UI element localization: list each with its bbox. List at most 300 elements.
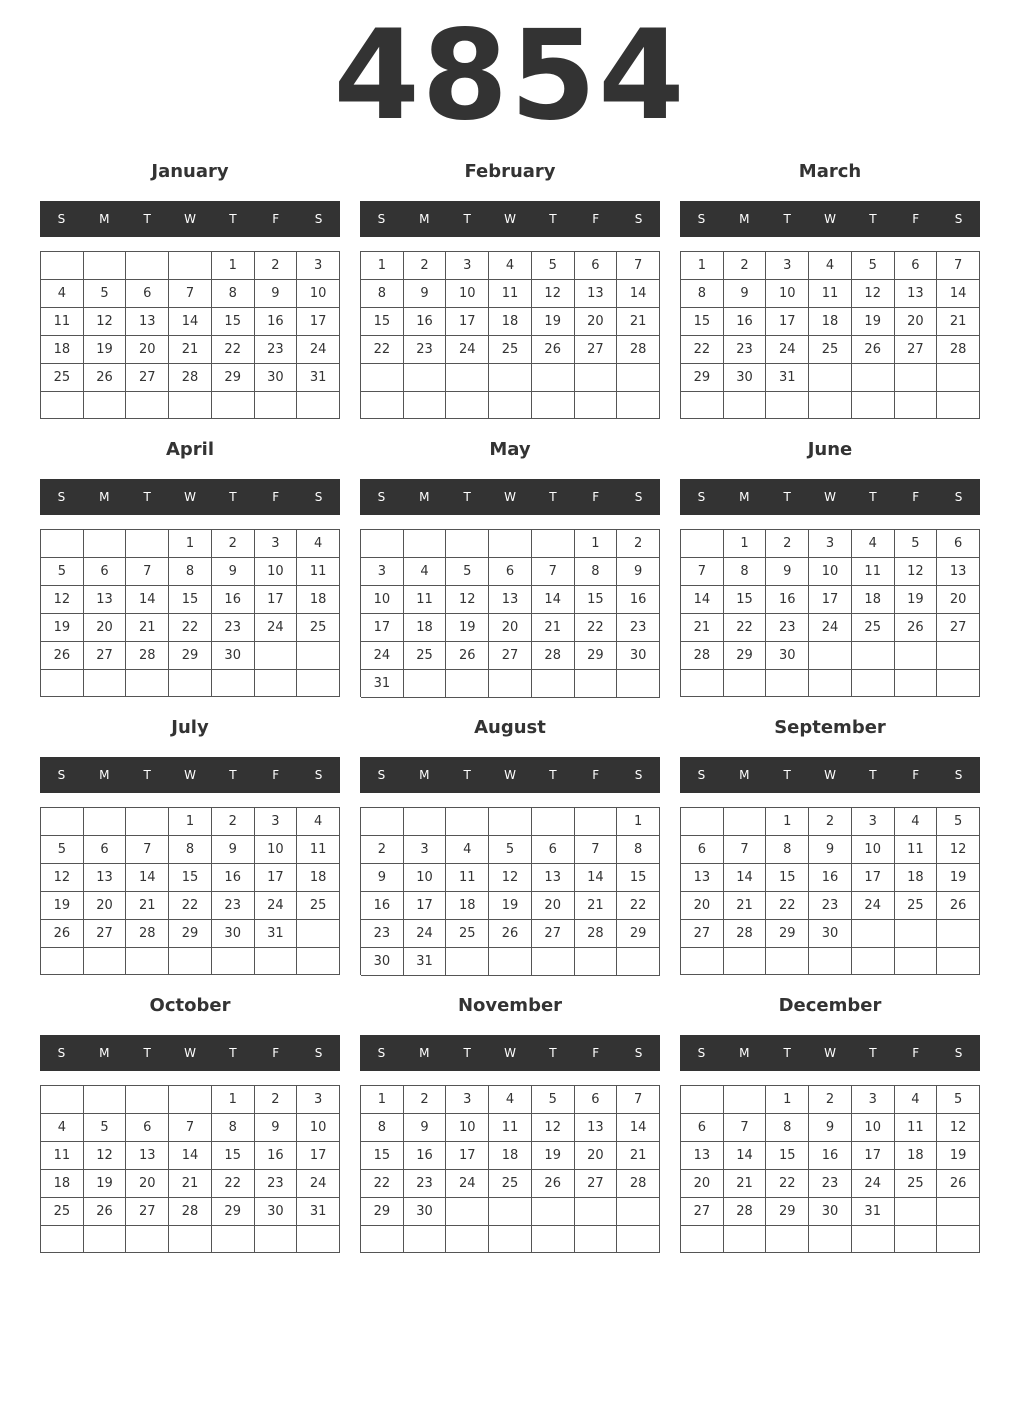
day-cell: 7 xyxy=(617,1086,660,1114)
weekday-header xyxy=(360,201,660,237)
empty-day-cell xyxy=(852,920,895,948)
day-cell: 10 xyxy=(446,1114,489,1142)
empty-day-cell xyxy=(489,1198,532,1226)
day-cell: 14 xyxy=(126,864,169,892)
day-cell: 19 xyxy=(895,586,938,614)
day-cell: 2 xyxy=(212,530,255,558)
day-cell: 12 xyxy=(489,864,532,892)
day-cell: 21 xyxy=(937,308,980,336)
day-cell: 29 xyxy=(681,364,724,392)
empty-day-cell xyxy=(937,392,980,419)
weekday-label: S xyxy=(314,768,323,782)
day-cell: 17 xyxy=(852,1142,895,1170)
empty-day-cell xyxy=(255,392,298,419)
weekday-header xyxy=(40,1035,340,1071)
empty-day-cell xyxy=(126,808,169,836)
day-cell: 16 xyxy=(766,586,809,614)
weekday-label: W xyxy=(824,490,836,504)
day-cell: 28 xyxy=(617,1170,660,1198)
day-cell: 22 xyxy=(766,892,809,920)
empty-day-cell xyxy=(489,1226,532,1253)
day-cell: 8 xyxy=(724,558,767,586)
day-cell: 17 xyxy=(255,864,298,892)
weekday-label: W xyxy=(824,1046,836,1060)
day-cell: 21 xyxy=(126,614,169,642)
day-cell: 29 xyxy=(766,920,809,948)
day-cell: 10 xyxy=(809,558,852,586)
weekday-label: F xyxy=(592,768,600,782)
day-cell: 30 xyxy=(766,642,809,670)
day-cell: 16 xyxy=(255,308,298,336)
day-cell: 29 xyxy=(169,920,212,948)
day-cell: 5 xyxy=(84,280,127,308)
day-cell: 10 xyxy=(255,558,298,586)
empty-day-cell xyxy=(126,392,169,419)
day-cell: 26 xyxy=(489,920,532,948)
day-cell: 25 xyxy=(404,642,447,670)
day-cell: 23 xyxy=(766,614,809,642)
day-cell: 6 xyxy=(937,530,980,558)
weekday-label: S xyxy=(697,490,706,504)
day-cell: 30 xyxy=(724,364,767,392)
weekday-label: T xyxy=(869,212,877,226)
day-cell: 9 xyxy=(809,1114,852,1142)
day-cell: 24 xyxy=(809,614,852,642)
day-cell: 4 xyxy=(809,252,852,280)
weekday-header xyxy=(360,757,660,793)
day-cell: 16 xyxy=(212,864,255,892)
empty-day-cell xyxy=(404,808,447,836)
day-cell: 14 xyxy=(575,864,618,892)
weekday-label: T xyxy=(869,1046,877,1060)
day-cell: 11 xyxy=(297,558,340,586)
day-cell: 7 xyxy=(617,252,660,280)
empty-day-cell xyxy=(809,392,852,419)
day-cell: 2 xyxy=(766,530,809,558)
day-cell: 2 xyxy=(255,1086,298,1114)
day-cell: 18 xyxy=(41,1170,84,1198)
day-cell: 17 xyxy=(404,892,447,920)
weekday-label: S xyxy=(377,1046,386,1060)
day-cell: 11 xyxy=(895,1114,938,1142)
day-cell: 5 xyxy=(41,836,84,864)
day-cell: 12 xyxy=(937,836,980,864)
weekday-label: M xyxy=(419,768,430,782)
weekday-label: M xyxy=(419,1046,430,1060)
day-cell: 22 xyxy=(361,336,404,364)
empty-day-cell xyxy=(895,1198,938,1226)
day-grid xyxy=(680,529,980,697)
day-cell: 20 xyxy=(895,308,938,336)
day-cell: 15 xyxy=(212,308,255,336)
day-cell: 17 xyxy=(361,614,404,642)
day-cell: 24 xyxy=(361,642,404,670)
empty-day-cell xyxy=(361,1226,404,1253)
day-cell: 24 xyxy=(852,1170,895,1198)
weekday-label: T xyxy=(549,1046,557,1060)
empty-day-cell xyxy=(404,1226,447,1253)
empty-day-cell xyxy=(297,642,340,670)
day-cell: 4 xyxy=(852,530,895,558)
empty-day-cell xyxy=(126,1086,169,1114)
day-cell: 31 xyxy=(255,920,298,948)
day-cell: 9 xyxy=(766,558,809,586)
day-cell: 18 xyxy=(895,864,938,892)
day-cell: 27 xyxy=(84,642,127,670)
day-cell: 28 xyxy=(532,642,575,670)
day-cell: 27 xyxy=(84,920,127,948)
day-grid xyxy=(40,807,340,975)
empty-day-cell xyxy=(766,948,809,975)
weekday-header xyxy=(680,479,980,515)
empty-day-cell xyxy=(404,530,447,558)
day-cell: 21 xyxy=(617,1142,660,1170)
empty-day-cell xyxy=(169,1226,212,1253)
weekday-label: M xyxy=(419,490,430,504)
day-cell: 23 xyxy=(361,920,404,948)
day-cell: 23 xyxy=(212,892,255,920)
weekday-label: M xyxy=(739,768,750,782)
day-cell: 29 xyxy=(169,642,212,670)
day-cell: 9 xyxy=(724,280,767,308)
day-cell: 18 xyxy=(895,1142,938,1170)
day-cell: 20 xyxy=(575,1142,618,1170)
day-cell: 18 xyxy=(489,308,532,336)
day-cell: 5 xyxy=(489,836,532,864)
empty-day-cell xyxy=(361,808,404,836)
day-cell: 1 xyxy=(575,530,618,558)
empty-day-cell xyxy=(126,1226,169,1253)
day-cell: 19 xyxy=(532,1142,575,1170)
day-cell: 15 xyxy=(617,864,660,892)
day-cell: 19 xyxy=(41,614,84,642)
empty-day-cell xyxy=(446,530,489,558)
day-cell: 3 xyxy=(255,808,298,836)
empty-day-cell xyxy=(852,642,895,670)
empty-day-cell xyxy=(575,392,618,420)
day-cell: 3 xyxy=(361,558,404,586)
day-cell: 15 xyxy=(169,586,212,614)
weekday-label: T xyxy=(869,490,877,504)
empty-day-cell xyxy=(446,670,489,698)
day-cell: 20 xyxy=(489,614,532,642)
day-cell: 21 xyxy=(617,308,660,336)
day-cell: 6 xyxy=(681,1114,724,1142)
day-grid xyxy=(680,807,980,975)
empty-day-cell xyxy=(489,948,532,976)
day-cell: 3 xyxy=(404,836,447,864)
empty-day-cell xyxy=(895,920,938,948)
day-cell: 14 xyxy=(169,308,212,336)
empty-day-cell xyxy=(84,530,127,558)
day-cell: 20 xyxy=(681,1170,724,1198)
empty-day-cell xyxy=(446,1198,489,1226)
weekday-label: W xyxy=(184,1046,196,1060)
day-cell: 4 xyxy=(297,808,340,836)
day-cell: 7 xyxy=(681,558,724,586)
day-cell: 25 xyxy=(489,1170,532,1198)
day-cell: 18 xyxy=(446,892,489,920)
empty-day-cell xyxy=(126,252,169,280)
day-cell: 30 xyxy=(404,1198,447,1226)
day-cell: 6 xyxy=(681,836,724,864)
day-cell: 1 xyxy=(617,808,660,836)
day-cell: 19 xyxy=(937,864,980,892)
empty-day-cell xyxy=(575,364,618,392)
day-cell: 22 xyxy=(766,1170,809,1198)
day-cell: 1 xyxy=(169,530,212,558)
weekday-label: S xyxy=(954,490,963,504)
weekday-header xyxy=(360,1035,660,1071)
day-cell: 14 xyxy=(937,280,980,308)
empty-day-cell xyxy=(724,1086,767,1114)
empty-day-cell xyxy=(446,364,489,392)
day-cell: 13 xyxy=(681,1142,724,1170)
day-cell: 12 xyxy=(446,586,489,614)
day-cell: 4 xyxy=(895,808,938,836)
empty-day-cell xyxy=(852,670,895,697)
day-cell: 20 xyxy=(575,308,618,336)
weekday-label: S xyxy=(377,490,386,504)
day-cell: 27 xyxy=(895,336,938,364)
day-cell: 1 xyxy=(724,530,767,558)
day-cell: 8 xyxy=(617,836,660,864)
day-cell: 24 xyxy=(297,336,340,364)
empty-day-cell xyxy=(809,364,852,392)
weekday-label: M xyxy=(739,490,750,504)
day-cell: 21 xyxy=(681,614,724,642)
empty-day-cell xyxy=(724,670,767,697)
day-cell: 2 xyxy=(361,836,404,864)
month-name: October xyxy=(149,995,231,1016)
day-cell: 13 xyxy=(126,308,169,336)
day-cell: 15 xyxy=(361,308,404,336)
weekday-label: T xyxy=(143,768,151,782)
weekday-label: W xyxy=(824,768,836,782)
day-cell: 8 xyxy=(766,1114,809,1142)
empty-day-cell xyxy=(724,808,767,836)
weekday-label: S xyxy=(634,490,643,504)
day-cell: 25 xyxy=(446,920,489,948)
day-cell: 1 xyxy=(766,808,809,836)
weekday-header xyxy=(40,201,340,237)
weekday-label: T xyxy=(229,768,237,782)
day-cell: 5 xyxy=(532,252,575,280)
empty-day-cell xyxy=(937,642,980,670)
empty-day-cell xyxy=(41,948,84,975)
day-cell: 19 xyxy=(84,336,127,364)
empty-day-cell xyxy=(84,948,127,975)
day-cell: 17 xyxy=(446,1142,489,1170)
weekday-label: S xyxy=(377,768,386,782)
day-cell: 5 xyxy=(84,1114,127,1142)
empty-day-cell xyxy=(681,1226,724,1253)
empty-day-cell xyxy=(575,1198,618,1226)
day-cell: 22 xyxy=(724,614,767,642)
day-cell: 26 xyxy=(446,642,489,670)
empty-day-cell xyxy=(446,1226,489,1253)
month-name: September xyxy=(774,717,886,738)
day-cell: 29 xyxy=(361,1198,404,1226)
day-cell: 8 xyxy=(766,836,809,864)
day-cell: 23 xyxy=(724,336,767,364)
day-cell: 8 xyxy=(681,280,724,308)
day-cell: 27 xyxy=(681,1198,724,1226)
day-cell: 30 xyxy=(255,1198,298,1226)
day-cell: 24 xyxy=(446,1170,489,1198)
day-cell: 5 xyxy=(895,530,938,558)
month-name: November xyxy=(457,995,563,1016)
weekday-label: F xyxy=(272,768,280,782)
day-cell: 3 xyxy=(297,1086,340,1114)
day-cell: 31 xyxy=(297,364,340,392)
day-cell: 18 xyxy=(297,864,340,892)
weekday-label: S xyxy=(314,212,323,226)
empty-day-cell xyxy=(169,948,212,975)
day-cell: 23 xyxy=(809,892,852,920)
day-cell: 20 xyxy=(532,892,575,920)
weekday-header xyxy=(680,757,980,793)
day-cell: 2 xyxy=(212,808,255,836)
day-cell: 17 xyxy=(297,308,340,336)
day-cell: 11 xyxy=(852,558,895,586)
weekday-label: M xyxy=(419,212,430,226)
day-cell: 27 xyxy=(489,642,532,670)
day-cell: 16 xyxy=(724,308,767,336)
day-cell: 24 xyxy=(766,336,809,364)
weekday-label: F xyxy=(592,490,600,504)
empty-day-cell xyxy=(532,670,575,698)
day-cell: 13 xyxy=(532,864,575,892)
day-cell: 16 xyxy=(361,892,404,920)
weekday-label: T xyxy=(229,212,237,226)
day-cell: 7 xyxy=(724,836,767,864)
day-cell: 18 xyxy=(809,308,852,336)
day-cell: 12 xyxy=(895,558,938,586)
empty-day-cell xyxy=(84,392,127,419)
day-cell: 30 xyxy=(809,1198,852,1226)
day-cell: 7 xyxy=(169,280,212,308)
day-cell: 18 xyxy=(404,614,447,642)
day-cell: 2 xyxy=(809,808,852,836)
day-cell: 22 xyxy=(169,614,212,642)
empty-day-cell xyxy=(681,948,724,975)
empty-day-cell xyxy=(852,364,895,392)
day-cell: 10 xyxy=(852,836,895,864)
day-cell: 27 xyxy=(575,336,618,364)
empty-day-cell xyxy=(575,808,618,836)
day-cell: 24 xyxy=(404,920,447,948)
day-cell: 2 xyxy=(404,1086,447,1114)
empty-day-cell xyxy=(809,1226,852,1253)
day-cell: 24 xyxy=(255,614,298,642)
day-cell: 10 xyxy=(446,280,489,308)
day-cell: 8 xyxy=(361,1114,404,1142)
day-cell: 12 xyxy=(84,1142,127,1170)
empty-day-cell xyxy=(617,670,660,698)
weekday-label: T xyxy=(143,212,151,226)
day-cell: 26 xyxy=(895,614,938,642)
day-cell: 20 xyxy=(937,586,980,614)
day-cell: 25 xyxy=(489,336,532,364)
day-cell: 21 xyxy=(724,892,767,920)
empty-day-cell xyxy=(84,1226,127,1253)
day-cell: 26 xyxy=(937,1170,980,1198)
day-cell: 21 xyxy=(532,614,575,642)
day-cell: 17 xyxy=(446,308,489,336)
day-cell: 17 xyxy=(255,586,298,614)
day-cell: 18 xyxy=(489,1142,532,1170)
day-cell: 28 xyxy=(681,642,724,670)
day-cell: 26 xyxy=(41,920,84,948)
empty-day-cell xyxy=(852,1226,895,1253)
day-cell: 18 xyxy=(41,336,84,364)
month-name: February xyxy=(464,161,556,182)
empty-day-cell xyxy=(532,530,575,558)
day-cell: 28 xyxy=(575,920,618,948)
day-cell: 22 xyxy=(361,1170,404,1198)
day-cell: 1 xyxy=(361,252,404,280)
weekday-header xyxy=(40,479,340,515)
day-cell: 5 xyxy=(937,1086,980,1114)
day-cell: 15 xyxy=(766,864,809,892)
day-cell: 30 xyxy=(212,920,255,948)
day-cell: 16 xyxy=(212,586,255,614)
weekday-label: S xyxy=(697,1046,706,1060)
day-cell: 23 xyxy=(212,614,255,642)
day-cell: 7 xyxy=(126,836,169,864)
empty-day-cell xyxy=(255,1226,298,1253)
day-cell: 3 xyxy=(809,530,852,558)
day-cell: 11 xyxy=(41,1142,84,1170)
day-cell: 30 xyxy=(255,364,298,392)
day-cell: 2 xyxy=(724,252,767,280)
day-cell: 13 xyxy=(575,1114,618,1142)
month-name: January xyxy=(151,161,229,182)
month-name: August xyxy=(474,717,546,738)
weekday-label: S xyxy=(314,490,323,504)
weekday-header xyxy=(360,479,660,515)
day-cell: 26 xyxy=(41,642,84,670)
empty-day-cell xyxy=(41,252,84,280)
weekday-label: M xyxy=(739,1046,750,1060)
weekday-label: S xyxy=(634,1046,643,1060)
weekday-label: M xyxy=(739,212,750,226)
empty-day-cell xyxy=(617,1226,660,1253)
day-cell: 21 xyxy=(169,1170,212,1198)
day-cell: 13 xyxy=(681,864,724,892)
day-cell: 8 xyxy=(361,280,404,308)
day-cell: 27 xyxy=(937,614,980,642)
day-cell: 15 xyxy=(681,308,724,336)
day-cell: 16 xyxy=(404,1142,447,1170)
day-cell: 26 xyxy=(532,1170,575,1198)
day-cell: 9 xyxy=(404,1114,447,1142)
weekday-label: M xyxy=(99,768,110,782)
day-cell: 13 xyxy=(84,864,127,892)
weekday-label: W xyxy=(184,768,196,782)
weekday-label: T xyxy=(549,768,557,782)
weekday-label: W xyxy=(504,212,516,226)
day-cell: 25 xyxy=(297,614,340,642)
weekday-label: T xyxy=(463,1046,471,1060)
empty-day-cell xyxy=(937,1198,980,1226)
day-cell: 19 xyxy=(852,308,895,336)
day-cell: 22 xyxy=(617,892,660,920)
day-cell: 4 xyxy=(297,530,340,558)
empty-day-cell xyxy=(126,948,169,975)
day-cell: 28 xyxy=(617,336,660,364)
